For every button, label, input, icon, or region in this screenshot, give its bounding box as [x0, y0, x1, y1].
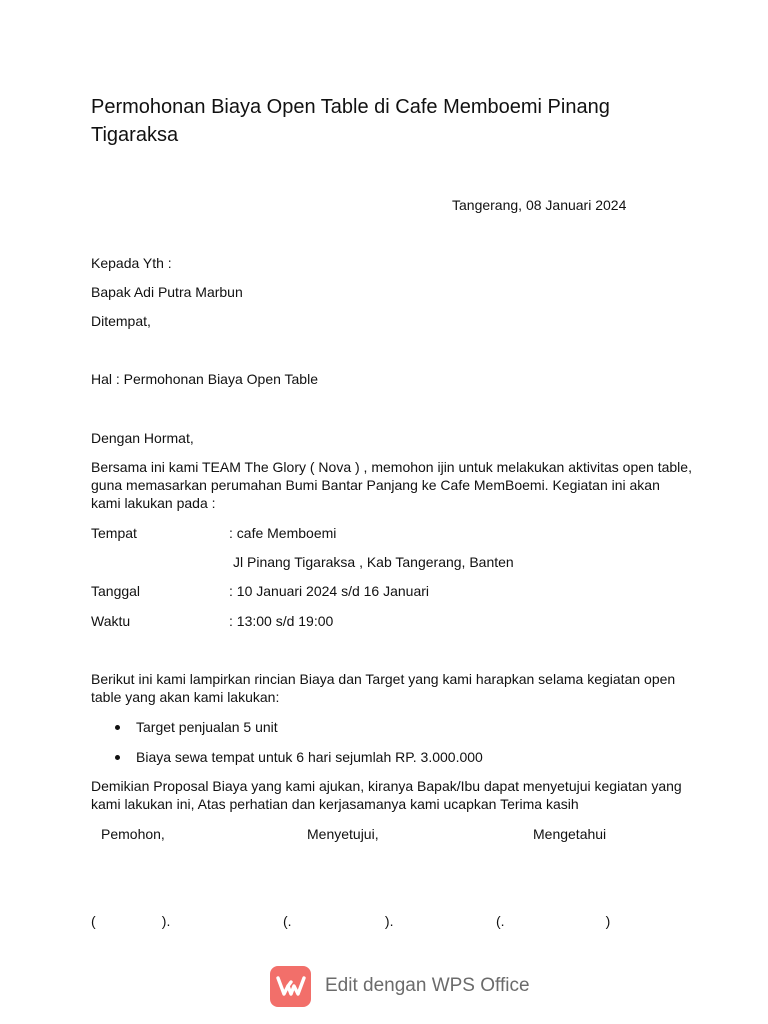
closing-line-1: Demikian Proposal Biaya yang kami ajukan, kiranya Bapak/Ibu dapat menyetujui kegiatan yang	[91, 778, 682, 794]
signature-applicant-line: ( ).	[91, 913, 171, 929]
place-date: Tangerang, 08 Januari 2024	[452, 197, 627, 213]
wps-office-logo-icon	[270, 966, 311, 1007]
greeting: Dengan Hormat,	[91, 430, 194, 446]
cost-intro-line-1: Berikut ini kami lampirkan rincian Biaya dan Target yang kami harapkan selama kegiatan open	[91, 671, 676, 687]
bullet-item-2: Biaya sewa tempat untuk 6 hari sejumlah RP. 3.000.000	[136, 749, 483, 765]
detail-place-address: Jl Pinang Tigaraksa , Kab Tangerang, Banten	[233, 554, 514, 570]
intro-line-1: Bersama ini kami TEAM The Glory ( Nova ) , memohon ijin untuk melakukan aktivitas open table,	[91, 459, 692, 475]
detail-date-label: Tanggal	[91, 583, 141, 599]
bullet-icon	[115, 725, 120, 730]
signature-approver-line: (. ).	[283, 913, 394, 929]
edit-with-wps-button[interactable]	[270, 965, 530, 1007]
bullet-item-1: Target penjualan 5 unit	[136, 719, 278, 735]
edit-with-wps-label: Edit dengan WPS Office	[325, 975, 530, 996]
cost-intro-line-2: table yang akan kami lakukan:	[91, 689, 280, 705]
detail-date-value: : 10 Januari 2024 s/d 16 Januari	[229, 583, 430, 599]
bullet-icon	[115, 755, 120, 760]
signature-approver-label: Menyetujui,	[307, 826, 379, 842]
signature-acknowledger-line: (. )	[496, 913, 611, 929]
intro-line-2: guna memasarkan perumahan Bumi Bantar Panjang ke Cafe MemBoemi. Kegiatan ini akan	[91, 477, 660, 493]
detail-place-label: Tempat	[91, 525, 137, 541]
recipient-name: Bapak Adi Putra Marbun	[91, 284, 243, 300]
closing-line-2: kami lakukan ini, Atas perhatian dan kerjasamanya kami ucapkan Terima kasih	[91, 796, 579, 812]
signature-applicant-label: Pemohon,	[101, 826, 165, 842]
document-title-line-2: Tigaraksa	[91, 124, 179, 146]
signature-acknowledger-label: Mengetahui	[533, 826, 607, 842]
recipient-to-label: Kepada Yth :	[91, 255, 172, 271]
document-title	[91, 93, 610, 149]
subject-line: Hal : Permohonan Biaya Open Table	[91, 371, 318, 387]
detail-time-value: : 13:00 s/d 19:00	[229, 613, 334, 629]
intro-line-3: kami lakukan pada :	[91, 495, 216, 511]
detail-time-label: Waktu	[91, 613, 131, 629]
detail-place-value: : cafe Memboemi	[229, 525, 337, 541]
document-title-line-1: Permohonan Biaya Open Table di Cafe Memboemi Pinang	[91, 96, 610, 118]
recipient-location: Ditempat,	[91, 313, 151, 329]
